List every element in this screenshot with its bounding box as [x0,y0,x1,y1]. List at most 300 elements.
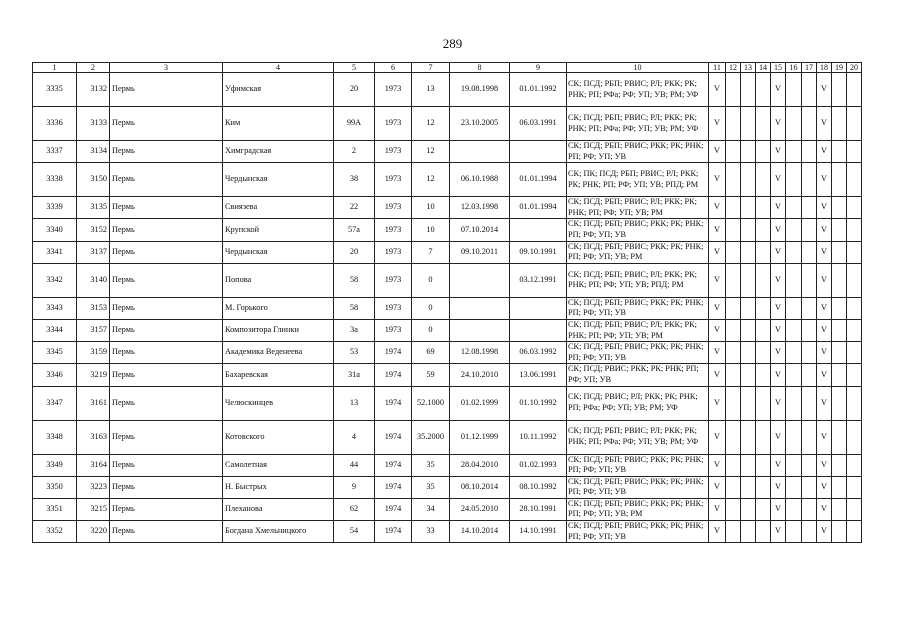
flag-col-14 [756,521,771,543]
flag-col-14 [756,364,771,386]
date-privatization: 01.01.1994 [510,197,567,219]
wear-percent: 35 [412,454,450,476]
date-privatization: 08.10.1992 [510,476,567,498]
flag-col-12 [726,263,741,297]
house-number: 53 [334,342,375,364]
flag-col-18: V [817,498,832,520]
flag-col-14 [756,386,771,420]
table-row [33,454,862,476]
flag-col-12 [726,297,741,319]
build-year: 1973 [375,219,412,241]
flag-col-14 [756,454,771,476]
flag-col-14 [756,197,771,219]
date-privatization: 06.03.1992 [510,342,567,364]
build-year: 1973 [375,141,412,163]
flag-col-18: V [817,420,832,454]
flag-col-14 [756,420,771,454]
wear-percent: 69 [412,342,450,364]
column-header-17: 17 [802,63,817,73]
city-name: Пермь [110,364,223,386]
row-number: 3346 [33,364,77,386]
row-number: 3340 [33,219,77,241]
flag-col-17 [802,107,817,141]
wear-percent: 0 [412,297,450,319]
table-row [33,107,862,141]
flag-col-19 [832,297,847,319]
work-codes: СК; ПК; ПСД; РБП; РВИС; РЛ; РКК; РК; РНК; РП; РФ; УП; УВ; РПД; РМ [567,163,709,197]
date-inspection: 07.10.2014 [450,219,510,241]
house-number: 62 [334,498,375,520]
date-inspection [450,263,510,297]
street-name: Химградская [223,141,334,163]
flag-col-13 [741,163,756,197]
flag-col-12 [726,197,741,219]
flag-col-13 [741,498,756,520]
column-header-5: 5 [334,63,375,73]
flag-col-17 [802,498,817,520]
flag-col-12 [726,342,741,364]
flag-col-19 [832,107,847,141]
flag-col-19 [832,319,847,341]
flag-col-11: V [709,454,726,476]
flag-col-11: V [709,342,726,364]
header-row [33,63,862,73]
work-codes: СК; ПСД; РБП; РВИС; РКК; РК; РНК; РП; РФ; УП; УВ [567,219,709,241]
flag-col-11: V [709,420,726,454]
wear-percent: 12 [412,141,450,163]
street-name: Чердынская [223,241,334,263]
column-header-2: 2 [77,63,110,73]
house-number: 9 [334,476,375,498]
flag-col-11: V [709,319,726,341]
flag-col-16 [786,263,802,297]
flag-col-11: V [709,386,726,420]
column-header-3: 3 [110,63,223,73]
flag-col-15: V [771,342,786,364]
flag-col-13 [741,420,756,454]
flag-col-11: V [709,498,726,520]
date-inspection: 08.10.2014 [450,476,510,498]
flag-col-17 [802,476,817,498]
flag-col-18: V [817,163,832,197]
date-inspection: 01.02.1999 [450,386,510,420]
city-name: Пермь [110,386,223,420]
table-body [33,73,862,543]
table-row [33,386,862,420]
flag-col-12 [726,241,741,263]
work-codes: СК; ПСД; РБП; РВИС; РКК; РК; РНК; РП; РФ; УП; УВ; РМ [567,241,709,263]
flag-col-17 [802,364,817,386]
wear-percent: 12 [412,107,450,141]
column-header-13: 13 [741,63,756,73]
flag-col-13 [741,297,756,319]
wear-percent: 10 [412,197,450,219]
flag-col-15: V [771,420,786,454]
wear-percent: 33 [412,521,450,543]
street-name: Академика Веденеева [223,342,334,364]
flag-col-16 [786,420,802,454]
row-number: 3352 [33,521,77,543]
build-year: 1974 [375,476,412,498]
flag-col-17 [802,163,817,197]
city-name: Пермь [110,342,223,364]
flag-col-15: V [771,364,786,386]
flag-col-15: V [771,263,786,297]
flag-col-16 [786,241,802,263]
row-number: 3342 [33,263,77,297]
flag-col-15: V [771,498,786,520]
column-header-8: 8 [450,63,510,73]
column-header-10: 10 [567,63,709,73]
flag-col-14 [756,263,771,297]
work-codes: СК; ПСД; РБП; РВИС; РКК; РК; РНК; РП; РФ; УП; УВ [567,141,709,163]
flag-col-15: V [771,219,786,241]
flag-col-11: V [709,521,726,543]
flag-col-14 [756,141,771,163]
street-name: Богдана Хмельницкого [223,521,334,543]
house-number: 31а [334,364,375,386]
flag-col-18: V [817,141,832,163]
flag-col-17 [802,297,817,319]
flag-col-16 [786,342,802,364]
flag-col-13 [741,364,756,386]
city-name: Пермь [110,141,223,163]
flag-col-16 [786,386,802,420]
date-inspection [450,319,510,341]
date-privatization [510,319,567,341]
work-codes: СК; ПСД; РБП; РВИС; РКК; РК; РНК; РП; РФ; УП; УВ [567,454,709,476]
object-id: 3164 [77,454,110,476]
flag-col-14 [756,476,771,498]
flag-col-18: V [817,107,832,141]
column-header-9: 9 [510,63,567,73]
date-privatization: 09.10.1991 [510,241,567,263]
flag-col-13 [741,263,756,297]
flag-col-20 [847,521,862,543]
work-codes: СК; ПСД; РБП; РВИС; РЛ; РКК; РК; РНК; РП; РФа; РФ; УП; УВ; РМ; УФ [567,107,709,141]
flag-col-17 [802,73,817,107]
flag-col-11: V [709,364,726,386]
date-inspection: 23.10.2005 [450,107,510,141]
row-number: 3345 [33,342,77,364]
build-year: 1974 [375,454,412,476]
row-number: 3335 [33,73,77,107]
flag-col-18: V [817,297,832,319]
flag-col-13 [741,141,756,163]
object-id: 3223 [77,476,110,498]
table-row [33,364,862,386]
flag-col-17 [802,263,817,297]
flag-col-13 [741,476,756,498]
build-year: 1973 [375,263,412,297]
date-inspection: 19.08.1998 [450,73,510,107]
date-inspection: 01.12.1999 [450,420,510,454]
build-year: 1974 [375,420,412,454]
flag-col-12 [726,498,741,520]
table-row [33,263,862,297]
date-privatization: 14.10.1991 [510,521,567,543]
flag-col-18: V [817,521,832,543]
flag-col-18: V [817,263,832,297]
city-name: Пермь [110,454,223,476]
date-inspection: 24.05.2010 [450,498,510,520]
build-year: 1973 [375,241,412,263]
flag-col-13 [741,342,756,364]
flag-col-20 [847,107,862,141]
column-header-4: 4 [223,63,334,73]
flag-col-11: V [709,476,726,498]
flag-col-13 [741,241,756,263]
wear-percent: 0 [412,319,450,341]
flag-col-12 [726,73,741,107]
house-number: 44 [334,454,375,476]
flag-col-20 [847,241,862,263]
flag-col-18: V [817,454,832,476]
date-inspection: 12.08.1998 [450,342,510,364]
build-year: 1974 [375,521,412,543]
city-name: Пермь [110,420,223,454]
flag-col-20 [847,219,862,241]
house-number: 54 [334,521,375,543]
flag-col-11: V [709,197,726,219]
object-id: 3153 [77,297,110,319]
street-name: Композитора Глинки [223,319,334,341]
column-header-19: 19 [832,63,847,73]
city-name: Пермь [110,476,223,498]
date-privatization [510,141,567,163]
build-year: 1973 [375,73,412,107]
flag-col-14 [756,498,771,520]
street-name: Уфимская [223,73,334,107]
row-number: 3343 [33,297,77,319]
street-name: Ким [223,107,334,141]
work-codes: СК; ПСД; РБП; РВИС; РКК; РК; РНК; РП; РФ; УП; УВ; РМ [567,498,709,520]
city-name: Пермь [110,521,223,543]
row-number: 3348 [33,420,77,454]
city-name: Пермь [110,241,223,263]
flag-col-13 [741,454,756,476]
object-id: 3163 [77,420,110,454]
house-number: 2 [334,141,375,163]
date-privatization: 01.02.1993 [510,454,567,476]
work-codes: СК; ПСД; РБП; РВИС; РКК; РК; РНК; РП; РФ; УП; УВ [567,297,709,319]
table-row [33,498,862,520]
row-number: 3347 [33,386,77,420]
flag-col-19 [832,241,847,263]
flag-col-20 [847,342,862,364]
flag-col-19 [832,498,847,520]
house-number: 20 [334,73,375,107]
street-name: Попова [223,263,334,297]
city-name: Пермь [110,73,223,107]
flag-col-18: V [817,219,832,241]
flag-col-11: V [709,263,726,297]
flag-col-13 [741,319,756,341]
flag-col-20 [847,163,862,197]
city-name: Пермь [110,319,223,341]
column-header-16: 16 [786,63,802,73]
flag-col-11: V [709,141,726,163]
flag-col-12 [726,521,741,543]
flag-col-12 [726,163,741,197]
table-row [33,141,862,163]
city-name: Пермь [110,219,223,241]
flag-col-19 [832,521,847,543]
street-name: Н. Быстрых [223,476,334,498]
flag-col-14 [756,241,771,263]
flag-col-14 [756,342,771,364]
flag-col-11: V [709,107,726,141]
object-id: 3140 [77,263,110,297]
flag-col-14 [756,297,771,319]
flag-col-15: V [771,297,786,319]
row-number: 3338 [33,163,77,197]
street-name: Чердынская [223,163,334,197]
work-codes: СК; ПСД; РБП; РВИС; РЛ; РКК; РК; РНК; РП; РФа; РФ; УП; УВ; РМ; УФ [567,73,709,107]
flag-col-15: V [771,241,786,263]
house-number: 20 [334,241,375,263]
object-id: 3152 [77,219,110,241]
object-id: 3157 [77,319,110,341]
flag-col-15: V [771,73,786,107]
work-codes: СК; ПСД; РБП; РВИС; РЛ; РКК; РК; РНК; РП; РФ; УП; УВ; РМ [567,319,709,341]
city-name: Пермь [110,197,223,219]
date-privatization: 28.10.1991 [510,498,567,520]
table-row [33,319,862,341]
date-inspection: 24.10.2010 [450,364,510,386]
build-year: 1973 [375,319,412,341]
date-inspection: 14.10.2014 [450,521,510,543]
street-name: Крупской [223,219,334,241]
flag-col-12 [726,386,741,420]
date-privatization: 10.11.1992 [510,420,567,454]
flag-col-17 [802,454,817,476]
table-row [33,241,862,263]
house-number: 38 [334,163,375,197]
street-name: Свиязева [223,197,334,219]
build-year: 1974 [375,498,412,520]
flag-col-19 [832,420,847,454]
wear-percent: 13 [412,73,450,107]
column-header-12: 12 [726,63,741,73]
wear-percent: 10 [412,219,450,241]
flag-col-14 [756,219,771,241]
object-id: 3150 [77,163,110,197]
date-privatization: 06.03.1991 [510,107,567,141]
row-number: 3350 [33,476,77,498]
city-name: Пермь [110,163,223,197]
flag-col-16 [786,498,802,520]
house-number: 22 [334,197,375,219]
work-codes: СК; ПСД; РБП; РВИС; РЛ; РКК; РК; РНК; РП; РФ; УП; УВ; РМ [567,197,709,219]
flag-col-20 [847,498,862,520]
table-row [33,420,862,454]
work-codes: СК; ПСД; РБП; РВИС; РКК; РК; РНК; РП; РФ; УП; УВ [567,476,709,498]
table-row [33,521,862,543]
house-number: 13 [334,386,375,420]
city-name: Пермь [110,107,223,141]
object-id: 3132 [77,73,110,107]
row-number: 3339 [33,197,77,219]
date-inspection: 06.10.1988 [450,163,510,197]
column-header-15: 15 [771,63,786,73]
object-id: 3135 [77,197,110,219]
table-row [33,73,862,107]
row-number: 3336 [33,107,77,141]
build-year: 1974 [375,386,412,420]
flag-col-20 [847,476,862,498]
object-id: 3134 [77,141,110,163]
flag-col-17 [802,521,817,543]
flag-col-16 [786,219,802,241]
street-name: Самолетная [223,454,334,476]
flag-col-12 [726,107,741,141]
flag-col-19 [832,263,847,297]
flag-col-19 [832,197,847,219]
flag-col-20 [847,386,862,420]
table-row [33,342,862,364]
date-inspection [450,141,510,163]
flag-col-15: V [771,386,786,420]
table-row [33,197,862,219]
city-name: Пермь [110,263,223,297]
flag-col-13 [741,219,756,241]
flag-col-15: V [771,107,786,141]
flag-col-15: V [771,141,786,163]
flag-col-15: V [771,197,786,219]
build-year: 1974 [375,364,412,386]
date-privatization: 01.01.1992 [510,73,567,107]
column-header-7: 7 [412,63,450,73]
flag-col-20 [847,73,862,107]
column-header-14: 14 [756,63,771,73]
flag-col-19 [832,386,847,420]
flag-col-12 [726,141,741,163]
wear-percent: 7 [412,241,450,263]
flag-col-15: V [771,163,786,197]
date-inspection: 09.10.2011 [450,241,510,263]
flag-col-18: V [817,342,832,364]
flag-col-20 [847,263,862,297]
flag-col-16 [786,454,802,476]
city-name: Пермь [110,498,223,520]
flag-col-17 [802,342,817,364]
flag-col-11: V [709,73,726,107]
wear-percent: 59 [412,364,450,386]
build-year: 1973 [375,197,412,219]
flag-col-16 [786,364,802,386]
date-privatization: 13.06.1991 [510,364,567,386]
street-name: М. Горького [223,297,334,319]
flag-col-16 [786,163,802,197]
work-codes: СК; ПСД; РБП; РВИС; РЛ; РКК; РК; РНК; РП; РФ; УП; УВ; РПД; РМ [567,263,709,297]
date-privatization: 01.10.1992 [510,386,567,420]
object-id: 3161 [77,386,110,420]
work-codes: СК; ПСД; РВИС; РКК; РК; РНК; РП; РФ; УП; УВ [567,364,709,386]
flag-col-14 [756,73,771,107]
flag-col-18: V [817,241,832,263]
flag-col-13 [741,107,756,141]
wear-percent: 35 [412,476,450,498]
date-privatization [510,297,567,319]
house-number: 58 [334,263,375,297]
flag-col-12 [726,420,741,454]
street-name: Бахаревская [223,364,334,386]
house-number: 58 [334,297,375,319]
flag-col-14 [756,163,771,197]
flag-col-17 [802,219,817,241]
street-name: Котовского [223,420,334,454]
